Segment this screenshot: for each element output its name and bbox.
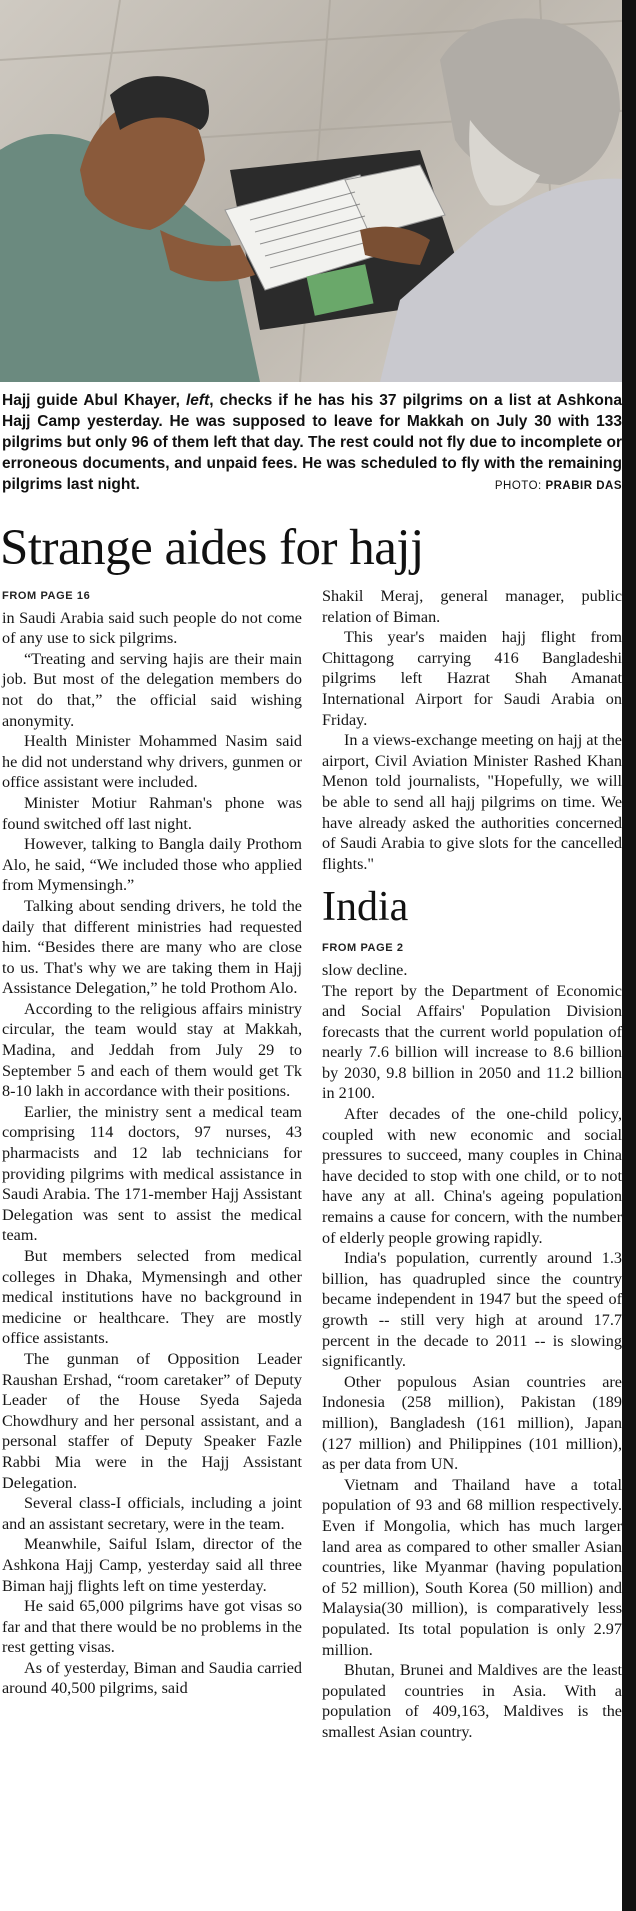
story1-paragraph: Earlier, the ministry sent a medical team comprising 114 doctors, 97 nurses, 43 pharmacists and 12 lab technicians for providing pilgrims with medical assistance in Saudi Arabia. The 171-member Hajj Assistant Delegation was sent to assist the medical team. [2, 1102, 302, 1245]
story1-paragraph: Minister Motiur Rahman's phone was found switched off last night. [2, 793, 302, 833]
photo-caption [2, 390, 622, 497]
story2-paragraph: Bhutan, Brunei and Maldives are the least populated countries in Asia. With a population of 409,163, Maldives is the smallest Asian country. [322, 1661, 622, 1741]
story2-paragraph: Vietnam and Thailand have a total population of 93 and 68 million respectively. Even if Mongolia, which has much larger land area as compared to other smaller Asian countries, like Myanmar (having population of 52 million), South Korea (50 million) and Malaysia(30 million), is comparatively less populated. Its total population is only 2.97 million. [322, 1475, 622, 1659]
photo-credit-name: PRABIR DAS [545, 480, 622, 492]
story1-continued-paragraph: Shakil Meraj, general manager, public relation of Biman. [322, 587, 622, 626]
story1-paragraph: Health Minister Mohammed Nasim said he did not understand why drivers, gunmen or office assistant were included. [2, 732, 302, 792]
story2-jump-line: FROM PAGE 2 [322, 942, 404, 955]
caption-emphasis: left [185, 392, 210, 409]
right-column [322, 586, 622, 1742]
photo-credit-label: PHOTO: [494, 480, 546, 492]
story1-paragraph: As of yesterday, Biman and Saudia carried around 40,500 pilgrims, said [2, 1658, 302, 1698]
story1-paragraph: The gunman of Opposition Leader Raushan Ershad, “room caretaker” of Deputy Leader of the House Syeda Sajeda Chowdhury and her personal assistant, and a personal staffer of Deputy Speaker Fazle Rabbi Mia were in the Hajj Assistant Delegation. [2, 1349, 302, 1492]
story1-paragraph: Meanwhile, Saiful Islam, director of the Ashkona Hajj Camp, yesterday said all three Biman hajj flights left on time yesterday. [2, 1535, 302, 1595]
story2-paragraph: India's population, currently around 1.3 billion, has quadrupled since the country became independent in 1947 but the speed of growth -- still very high at around 17.7 percent in the decade to 2011 -- is slowing significantly. [322, 1249, 622, 1371]
story1-paragraph: Talking about sending drivers, he told the daily that different ministries had requested him. “Besides there are many who are close to us. That's why we are taking them in Hajj Assistance Delegation,” he told Prothom Alo. [2, 896, 302, 998]
story1-jump-line: FROM PAGE 16 [2, 590, 91, 602]
story2-paragraph: After decades of the one-child policy, coupled with new economic and social pressures to succeed, many couples in China have decided to stop with one child, or to not have any at all. China's ageing population remains a cause for concern, with the number of elderly people growing rapidly. [322, 1105, 622, 1247]
headline: Strange aides for hajj [0, 520, 424, 576]
caption-text-2: , checks if he has his 37 pilgrims on a list at Ashkona Hajj Camp yesterday. He was supposed to leave for Makkah on July 30 with 133 pilgrims but only 96 of them left that day. The rest could not fly due to incomplete or erroneous documents, and unpaid fees. He was scheduled to fly with the remaining pilgrims last night. [2, 392, 622, 493]
story1-column [2, 586, 302, 1699]
photo-illustration [0, 0, 636, 382]
caption-text-1: Hajj guide Abul Khayer, [2, 392, 186, 409]
story1-paragraph: But members selected from medical colleges in Dhaka, Mymensingh and other medical institutions have no background in medicine or healthcare. They are mostly office assistants. [2, 1247, 302, 1348]
story1-paragraph: He said 65,000 pilgrims have got visas so far and that there would be no problems in the rest getting visas. [2, 1597, 302, 1657]
story1-paragraph: According to the religious affairs ministry circular, the team would stay at Makkah, Madina, and Jeddah from July 29 to September 5 and each of them would get Tk 8-10 lakh in accordance with their positions. [2, 999, 302, 1101]
news-photo [0, 0, 636, 382]
story1-continued-paragraph: This year's maiden hajj flight from Chittagong carrying 416 Bangladeshi pilgrims left Hazrat Shah Amanat International Airport for Saudi Arabia on Friday. [322, 628, 622, 729]
photo-credit [495, 476, 622, 497]
page-edge [622, 0, 636, 1911]
story1-paragraph: However, talking to Bangla daily Prothom Alo, he said, “We included those who applied from Mymensingh.” [2, 835, 302, 895]
story1-paragraph: “Treating and serving hajis are their main job. But most of the delegation members do not do that,” the official said wishing anonymity. [2, 649, 302, 730]
story1-paragraph: Several class-I officials, including a joint and an assistant secretary, were in the team. [2, 1494, 302, 1533]
story2-paragraph: Other populous Asian countries are Indonesia (258 million), Pakistan (189 million), Bangladesh (161 million), Japan (127 million) and Philippines (101 million), as per data from UN. [322, 1372, 622, 1474]
story1-continued-paragraph: In a views-exchange meeting on hajj at the airport, Civil Aviation Minister Rashed Khan Menon told journalists, "Hopefully, we will be able to send all hajj pilgrims on time. We have already asked the authorities concerned of Saudi Arabia to give slots for the cancelled flights." [322, 731, 622, 873]
story1-paragraph: in Saudi Arabia said such people do not come of any use to sick pilgrims. [2, 608, 302, 648]
story2-paragraph: slow decline. [322, 960, 408, 979]
story2-paragraph: The report by the Department of Economic and Social Affairs' Population Division forecasts that the current world population of nearly 7.6 billion will increase to 8.6 billion by 2030, 9.8 billion in 2050 and 11.2 billion in 2100. [322, 981, 622, 1103]
story2-headline: India [322, 884, 409, 931]
